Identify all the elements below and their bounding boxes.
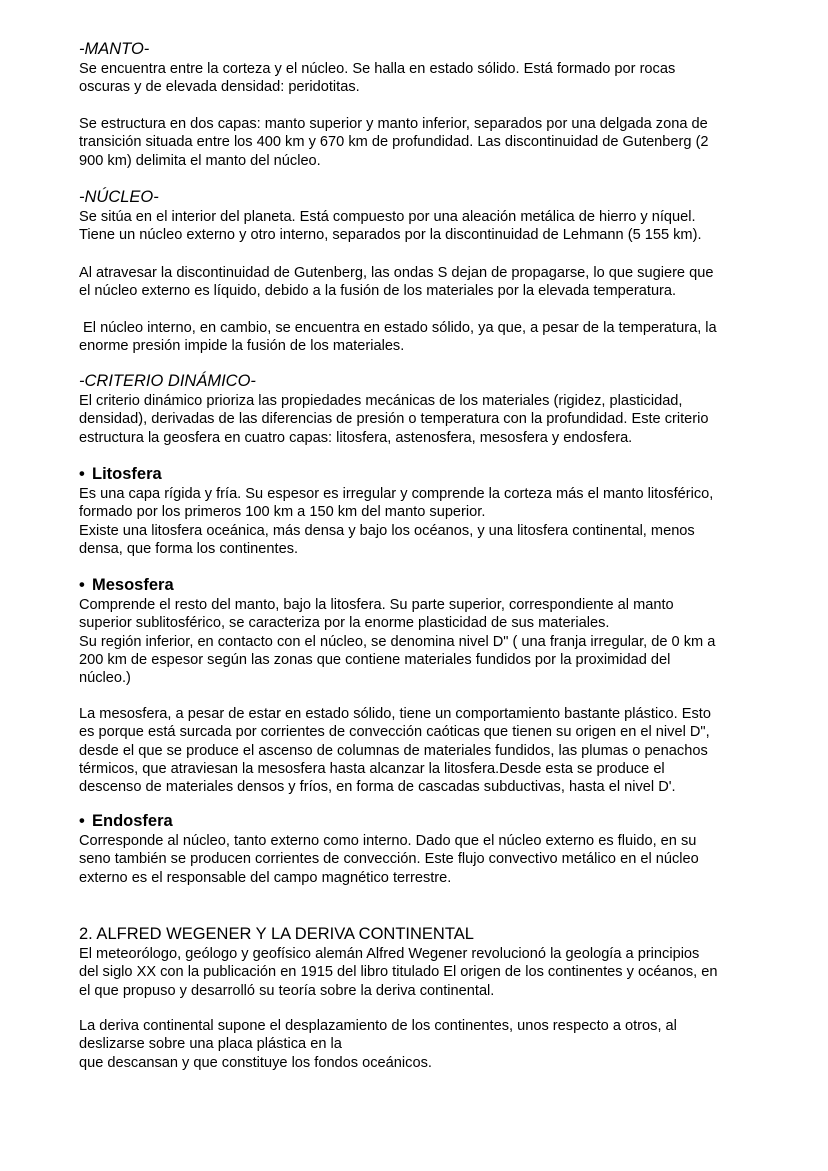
bullet-icon: •: [79, 576, 85, 594]
litosfera-heading: • Litosfera: [79, 465, 162, 483]
bullet-icon: •: [79, 465, 85, 483]
nucleo-paragraph-2: Al atravesar la discontinuidad de Gutenberg, las ondas S dejan de propagarse, lo que sugiere que el núcleo externo es líquido, debido a la fusión de los materiales por la elevada temperatura.: [79, 265, 714, 300]
criterio-heading: -CRITERIO DINÁMICO-: [79, 372, 256, 390]
manto-paragraph-1: Se encuentra entre la corteza y el núcleo. Se halla en estado sólido. Está formado por rocas oscuras y de elevada densidad: peridotitas.: [79, 61, 676, 96]
litosfera-paragraph-1: Es una capa rígida y fría. Su espesor es irregular y comprende la corteza más el manto litosférico, formado por los primeros 100 km a 150 km del manto superior. Existe una litosfera oceánica, más densa y bajo los océanos, y una litosfera continental, menos densa, que forma los continentes.: [79, 486, 714, 557]
manto-heading: -MANTO-: [79, 40, 150, 58]
bullet-icon: •: [79, 812, 85, 830]
mesosfera-paragraph-2: La mesosfera, a pesar de estar en estado sólido, tiene un comportamiento bastante plástico. Esto es porque está surcada por corrientes de convección caóticas que tienen su origen en el nivel D", desde el que se produce el ascenso de columnas de materiales fundidos, las plumas o penachos térmicos, que atraviesan la mesosfera hasta alcanzar la litosfera.Desde esta se produce el descenso de materiales densos y fríos, en forma de cascadas subductivas, hasta el nivel D'.: [79, 706, 711, 796]
nucleo-paragraph-1: Se sitúa en el interior del planeta. Está compuesto por una aleación metálica de hierro y níquel. Tiene un núcleo externo y otro interno, separados por la discontinuidad de Lehmann (5 155 km).: [79, 209, 702, 244]
manto-paragraph-2: Se estructura en dos capas: manto superior y manto inferior, separados por una delgada zona de transición situada entre los 400 km y 670 km de profundidad. Las discontinuidad de Gutenberg (2 900 km) delimita el manto del núcleo.: [79, 116, 709, 169]
wegener-paragraph-1: El meteorólogo, geólogo y geofísico alemán Alfred Wegener revolucionó la geología a principios del siglo XX con la publicación en 1915 del libro titulado El origen de los continentes y océanos, en el que propuso y desarrolló su teoría sobre la deriva continental.: [79, 946, 718, 999]
nucleo-paragraph-3: El núcleo interno, en cambio, se encuentra en estado sólido, ya que, a pesar de la temperatura, la enorme presión impide la fusión de los materiales.: [79, 320, 717, 355]
criterio-paragraph-1: El criterio dinámico prioriza las propiedades mecánicas de los materiales (rigidez, plasticidad, densidad), derivadas de las diferencias de presión o temperatura con la profundidad. Este criterio estructura la geosfera en cuatro capas: litosfera, astenosfera, mesosfera y endosfera.: [79, 393, 709, 446]
wegener-section-title: 2. ALFRED WEGENER Y LA DERIVA CONTINENTAL: [79, 925, 474, 943]
endosfera-heading: • Endosfera: [79, 812, 173, 830]
endosfera-paragraph-1: Corresponde al núcleo, tanto externo como interno. Dado que el núcleo externo es fluido, en su seno también se producen corrientes de convección. Este flujo convectivo metálico en el núcleo externo es el responsable del campo magnético terrestre.: [79, 833, 699, 886]
mesosfera-paragraph-1: Comprende el resto del manto, bajo la litosfera. Su parte superior, correspondiente al manto superior sublitosférico, se caracteriza por la enorme plasticidad de sus materiales. Su región inferior, en contacto con el núcleo, se denomina nivel D" ( una franja irregular, de 0 km a 200 km de espesor según las zonas que contiene materiales fundidos por la proximidad del núcleo.): [79, 597, 716, 687]
nucleo-heading: -NÚCLEO-: [79, 188, 159, 206]
mesosfera-heading: • Mesosfera: [79, 576, 174, 594]
wegener-paragraph-2: La deriva continental supone el desplazamiento de los continentes, unos respecto a otros, al deslizarse sobre una placa plástica en la que descansan y que constituye los fondos oceánicos.: [79, 1018, 677, 1071]
